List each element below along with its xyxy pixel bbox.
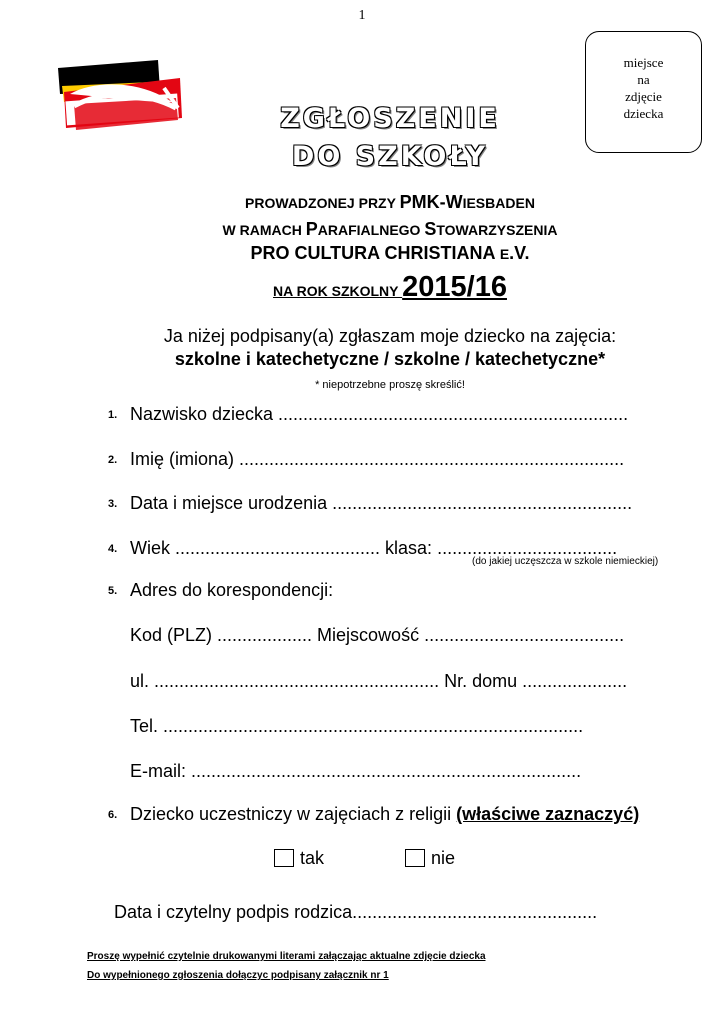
footer-note-1: Proszę wypełnić czytelnie drukowanymi literami załączając aktualne zdjęcie dziecka (87, 951, 486, 962)
page-title: ZGŁOSZENIE (280, 103, 500, 134)
checkbox-no[interactable] (405, 849, 425, 867)
footer-note-2: Do wypełnionego zgłoszenia dołączyc podpisany załącznik nr 1 (87, 970, 389, 981)
field-religion: 6. Dziecko uczestniczy w zajęciach z religii (właściwe zaznaczyć) (108, 804, 640, 824)
signature-line[interactable]: Data i czytelny podpis rodzica................................................. (114, 902, 598, 922)
photo-box-line: na (637, 72, 650, 87)
option-no[interactable]: nie (405, 848, 455, 869)
option-yes[interactable]: tak (274, 848, 324, 869)
field-postcode-city[interactable]: Kod (PLZ) ................... Miejscowość ........................................ (130, 625, 625, 645)
footnote: * niepotrzebne proszę skreślić! (315, 379, 465, 391)
field-age-class[interactable]: 4. Wiek ......................................... klasa: .................................... (108, 538, 618, 558)
checkbox-yes[interactable] (274, 849, 294, 867)
intro-text: Ja niżej podpisany(a) zgłaszam moje dziecko na zajęcia: (163, 326, 617, 346)
field-address-label: 5. Adres do korespondencji: (108, 580, 334, 600)
page-number: 1 (358, 8, 366, 23)
photo-box-line: zdjęcie (625, 89, 662, 104)
photo-box (585, 31, 702, 153)
subtitle-line2: W RAMACH PARAFIALNEGO STOWARZYSZENIA (222, 219, 558, 239)
field-first-name[interactable]: 2. Imię (imiona) ............................................................................. (108, 449, 625, 469)
subtitle-line1: PROWADZONEJ PRZY PMK-WIESBADEN (245, 192, 535, 212)
flag-logo-icon (54, 58, 184, 138)
page-title-line2: DO SZKOŁY (291, 141, 489, 172)
subtitle-line3: PRO CULTURA CHRISTIANA E.V. (250, 243, 530, 263)
photo-box-line: miejsce (623, 55, 664, 70)
field-email[interactable]: E-mail: .............................................................................. (130, 761, 582, 781)
class-hint: (do jakiej uczęszcza w szkole niemieckiej) (472, 556, 659, 567)
school-year: NA ROK SZKOLNY 2015/16 (273, 271, 507, 303)
field-street[interactable]: ul. ......................................................... Nr. domu ..................... (130, 671, 628, 691)
field-birth[interactable]: 3. Data i miejsce urodzenia ............................................................ (108, 493, 633, 513)
photo-box-line: dziecka (623, 106, 664, 121)
field-phone[interactable]: Tel. .................................................................................... (130, 716, 584, 736)
class-options: szkolne i katechetyczne / szkolne / katechetyczne* (174, 349, 606, 369)
field-surname[interactable]: 1. Nazwisko dziecka ...................................................................... (108, 404, 629, 424)
